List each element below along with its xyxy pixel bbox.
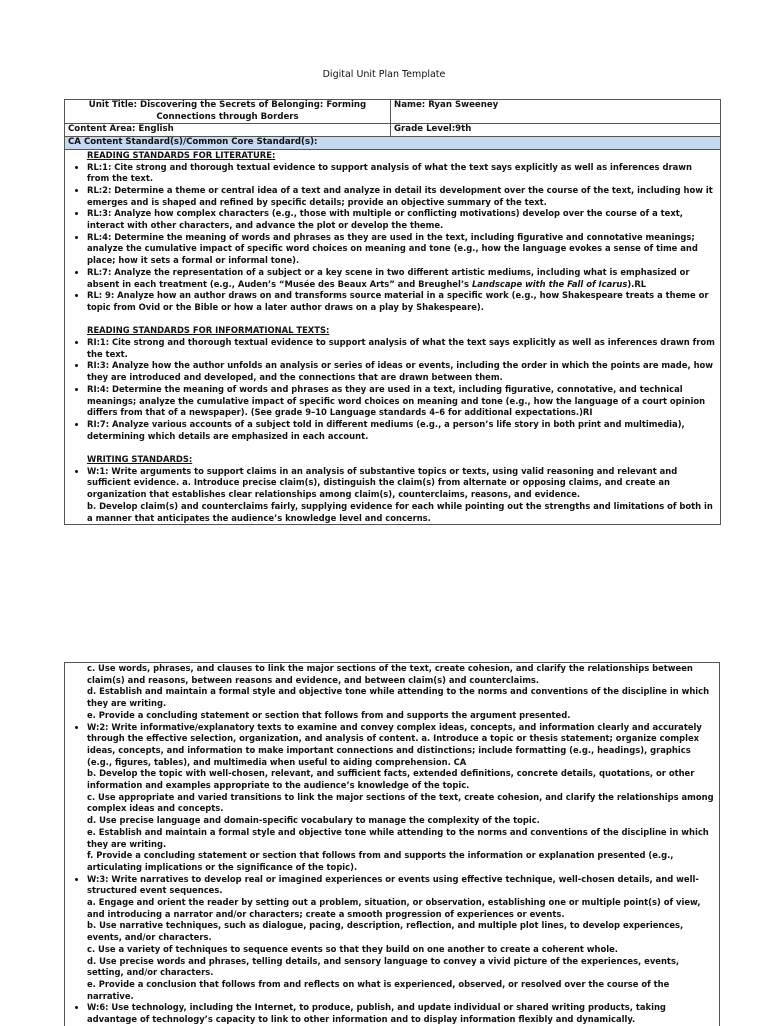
- standard-subitem: d. Establish and maintain a formal style and objective tone while attending to the norms and conventions of the discipline in which they are writing.: [87, 686, 710, 709]
- standard-subitem: e. Establish and maintain a formal style and objective tone while attending to the norms and conventions of the discipline in which they are writing.: [87, 826, 709, 849]
- standards-content: [65, 149, 721, 524]
- rl7-italic-title: Landscape with the Fall of Icarus: [471, 278, 628, 289]
- list-item: • RL: 9: Analyze how an author draws on and transforms source material in a specific work (e.g., how Shakespeare treats a theme or topic from Ovid or the Bible or how a later author draws on a play by Shakespeare).: [87, 290, 717, 313]
- writing-standards-list-w2: [68, 722, 716, 769]
- content-area: Content Area: English: [65, 124, 391, 137]
- writing-standards-list-w6: [68, 1002, 716, 1025]
- table-row: [65, 124, 721, 137]
- list-item: • W:1: Write arguments to support claims in an analysis of substantive topics or texts, using valid reasoning and relevant and sufficient evidence. a. Introduce precise claim(s), distinguish the claim(s) from alternate or opposing claims, and create an organization that establishes clear relationships among claim(s), counterclaims, reasons, and evidence.: [87, 466, 717, 501]
- standard-subitem: c. Use a variety of techniques to sequence events so that they build on one another to create a coherent whole.: [87, 943, 618, 954]
- standard-subitem: b. Develop the topic with well-chosen, relevant, and sufficient facts, extended definitions, concrete details, quotations, or other information and examples appropriate to the audience’s knowledge of the topic.: [87, 768, 695, 791]
- list-item: • RL:2: Determine a theme or central idea of a text and analyze in detail its development over the course of the text, including how it emerges and is shaped and refined by specific details; provide an objective summary of the text.: [87, 185, 717, 208]
- list-item: • RL:4: Determine the meaning of words and phrases as they are used in the text, including figurative and connotative meanings; analyze the cumulative impact of specific word choices on meaning and tone (e.g., how the language evokes a sense of time and place; how it sets a formal or informal tone).: [87, 232, 717, 267]
- list-item: • RI:1: Cite strong and thorough textual evidence to support analysis of what the text says explicitly as well as inferences drawn from the text.: [87, 337, 717, 360]
- unit-plan-table-continued: [64, 662, 720, 1026]
- section-heading-literature: READING STANDARDS FOR LITERATURE:: [87, 149, 276, 160]
- document-title: Digital Unit Plan Template: [322, 69, 446, 80]
- table-row: [65, 149, 721, 524]
- list-item: • RI:7: Analyze various accounts of a subject told in different mediums (e.g., a person’s life story in both print and multimedia), determining which details are emphasized in each account.: [87, 419, 717, 442]
- list-item: • RI:4: Determine the meaning of words and phrases as they are used in a text, including figurative, connotative, and technical meanings; analyze the cumulative impact of specific word choices on meaning and tone (e.g., how the language of a court opinion differs from that of a newspaper). (See grade 9–10 Language standards 4–6 for additional expectations.)RI: [87, 384, 717, 419]
- standard-subitem: f. Provide a concluding statement or section that follows from and supports the information or explanation presented (e.g., articulating implications or the significance of the topic).: [87, 850, 674, 872]
- rl7-suffix: ).RL: [627, 278, 647, 289]
- standard-subitem: e. Provide a conclusion that follows from and reflects on what is experienced, observed, or resolved over the course of the narrative.: [87, 978, 670, 1001]
- standards-header: CA Content Standard(s)/Common Core Standard(s):: [65, 137, 721, 150]
- list-item: • RL:3: Analyze how complex characters (e.g., those with multiple or conflicting motivations) develop over the course of a text, interact with other characters, and advance the plot or develop the theme.: [87, 208, 717, 231]
- list-item: [87, 267, 717, 290]
- standard-subitem: d. Use precise language and domain-specific vocabulary to manage the complexity of the topic.: [87, 815, 540, 826]
- standard-subitem: d. Use precise words and phrases, telling details, and sensory language to convey a vivid picture of the experiences, events, setting, and/or characters.: [87, 955, 680, 978]
- section-heading-informational: READING STANDARDS FOR INFORMATIONAL TEXTS:: [87, 325, 330, 336]
- rl7-text: RL:7: Analyze the representation of a subject or a key scene in two different artistic mediums, including what is emphasized or absent in each treatment (e.g., Auden’s “Musée des Beaux Arts” and Breughel’s: [87, 266, 690, 289]
- table-row: [65, 663, 720, 1026]
- section-heading-writing: WRITING STANDARDS:: [87, 454, 193, 465]
- grade-level: Grade Level:9th: [391, 124, 721, 137]
- unit-title: Unit Title: Discovering the Secrets of Belonging: Forming Connections through Borders: [65, 100, 391, 124]
- list-item: • RI:3: Analyze how the author unfolds an analysis or series of ideas or events, including the order in which the points are made, how they are introduced and developed, and the connections that are drawn between them.: [87, 360, 717, 383]
- standard-subitem: b. Use narrative techniques, such as dialogue, pacing, description, reflection, and multiple plot lines, to develop experiences, events, and/or characters.: [87, 920, 684, 943]
- list-item: • W:6: Use technology, including the Internet, to produce, publish, and update individual or shared writing products, taking advantage of technology’s capacity to link to other information and to display information flexibly and dynamically.: [87, 1002, 716, 1025]
- standard-subitem: a. Engage and orient the reader by setting out a problem, situation, or observation, establishing one or multiple point(s) of view, and introducing a narrator and/or characters; create a smooth progression of experiences or events.: [87, 897, 701, 919]
- list-item: • RL:1: Cite strong and thorough textual evidence to support analysis of what the text says explicitly as well as inferences drawn from the text.: [87, 162, 717, 185]
- standards-content-continued: [65, 663, 720, 1026]
- standard-subitem: b. Develop claim(s) and counterclaims fairly, supplying evidence for each while pointing out the strengths and limitations of both in a manner that anticipates the audience’s knowledge level and concerns.: [87, 500, 713, 523]
- table-row: [65, 137, 721, 150]
- table-row: [65, 100, 721, 124]
- writing-standards-list-w3: [68, 874, 716, 897]
- list-item: • W:3: Write narratives to develop real or imagined experiences or events using effective technique, well-chosen details, and well-structured event sequences.: [87, 874, 716, 897]
- writing-standards-list: [68, 466, 717, 501]
- standard-subitem: e. Provide a concluding statement or section that follows from and supports the argument presented.: [87, 709, 571, 720]
- page-2: [0, 610, 768, 1024]
- unit-plan-table: [64, 99, 721, 525]
- teacher-name: Name: Ryan Sweeney: [391, 100, 721, 124]
- informational-standards-list: [68, 337, 717, 442]
- standard-subitem: c. Use words, phrases, and clauses to link the major sections of the text, create cohesion, and clarify the relationships between claim(s) and reasons, between reasons and evidence, and between claim(s) and counterclaims.: [87, 663, 693, 685]
- list-item: • W:2: Write informative/explanatory texts to examine and convey complex ideas, concepts, and information clearly and accurately through the effective selection, organization, and analysis of content. a. Introduce a topic or thesis statement; organize complex ideas, concepts, and information to make important connections and distinctions; include formatting (e.g., headings), graphics (e.g., figures, tables), and multimedia when useful to aiding comprehension. CA: [87, 722, 716, 769]
- standard-subitem: c. Use appropriate and varied transitions to link the major sections of the text, create cohesion, and clarify the relationships among complex ideas and concepts.: [87, 791, 714, 814]
- literature-standards-list: [68, 162, 717, 314]
